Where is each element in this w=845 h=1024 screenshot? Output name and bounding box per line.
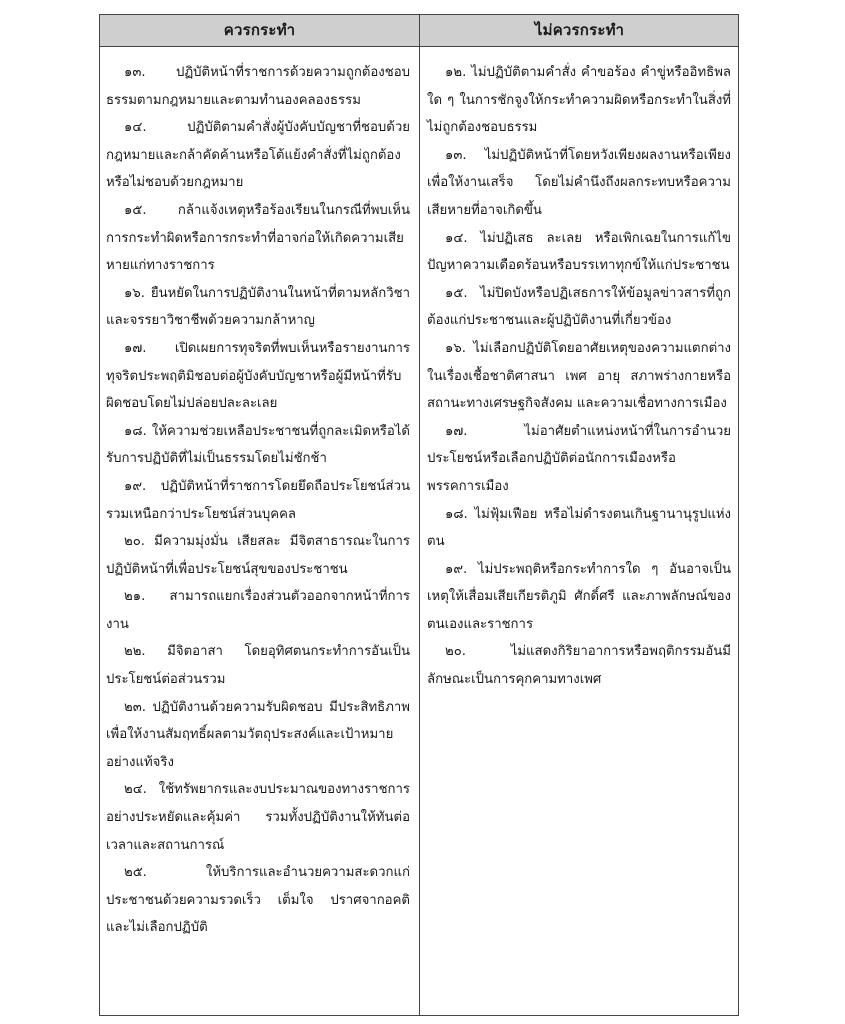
should-not-do-item: ๑๖. ไม่เลือกปฏิบัติโดยอาศัยเหตุของความแตกต่างในเรื่องเชื้อชาติศาสนา เพศ อายุ สภาพร่างกายหรือสถานะทางเศรษฐกิจสังคม และความเชื่อทางการเมือง bbox=[427, 340, 731, 412]
should-do-item: ๒๔. ใช้ทรัพยากรและงบประมาณของทางราชการอย่างประหยัดและคุ้มค่า รวมทั้งปฏิบัติงานให้ทันต่อเวลาและสถานการณ์ bbox=[106, 782, 410, 853]
should-not-do-column bbox=[427, 59, 731, 694]
header-should-do: ควรกระทำ bbox=[223, 21, 296, 39]
should-do-item: ๒๓. ปฏิบัติงานด้วยความรับผิดชอบ มีประสิทธิภาพเพื่อให้งานสัมฤทธิ์ผลตามวัตถุประสงค์และเป้าหมายอย่างแท้จริง bbox=[106, 699, 410, 770]
should-do-item: ๑๗. เปิดเผยการทุจริตที่พบเห็นหรือรายงานการทุจริตประพฤติมิชอบต่อผู้บังคับบัญชาหรือผู้มีหน้าที่รับผิดชอบโดยไม่ปล่อยปละละเลย bbox=[106, 340, 410, 412]
should-do-item: ๑๘. ให้ความช่วยเหลือประชาชนที่ถูกละเมิดหรือได้รับการปฏิบัติที่ไม่เป็นธรรมโดยไม่ชักช้า bbox=[106, 423, 410, 467]
should-not-do-item: ๑๘. ไม่ฟุ้มเฟือย หรือไม่ดำรงตนเกินฐานานุรูปแห่งตน bbox=[427, 506, 731, 550]
should-do-item: ๑๖. ยืนหยัดในการปฏิบัติงานในหน้าที่ตามหลักวิชาและจรรยาวิชาชีพด้วยความกล้าหาญ bbox=[106, 285, 410, 329]
should-do-column bbox=[106, 59, 410, 942]
should-do-item: ๑๓. ปฏิบัติหน้าที่ราชการด้วยความถูกต้องชอบธรรมตามกฎหมายและตามทำนองคลองธรรม bbox=[106, 65, 410, 108]
should-not-do-item: ๑๓. ไม่ปฏิบัติหน้าที่โดยหวังเพียงผลงานหรือเพียงเพื่อให้งานเสร็จ โดยไม่คำนึงถึงผลกระทบหรือความเสียหายที่อาจเกิดขึ้น bbox=[427, 147, 731, 218]
should-not-do-item: ๑๕. ไม่ปิดบังหรือปฏิเสธการให้ข้อมูลข่าวสารที่ถูกต้องแก่ประชาชนและผู้ปฏิบัติงานที่เกี่ยวข้อง bbox=[427, 285, 731, 329]
should-do-item: ๒๒. มีจิตอาสา โดยอุทิศตนกระทำการอันเป็นประโยชน์ต่อส่วนรวม bbox=[106, 644, 410, 688]
should-do-item: ๑๙. ปฏิบัติหน้าที่ราชการโดยยึดถือประโยชน์ส่วนรวมเหนือกว่าประโยชน์ส่วนบุคคล bbox=[106, 478, 410, 522]
header-should-not-do: ไม่ควรกระทำ bbox=[534, 21, 625, 39]
should-not-do-item: ๑๙. ไม่ประพฤติหรือกระทำการใด ๆ อันอาจเป็นเหตุให้เสื่อมเสียเกียรติภูมิ ศักดิ์ศรี และภาพลักษณ์ของตนเองและราชการ bbox=[427, 561, 731, 632]
should-do-item: ๒๑. สามารถแยกเรื่องส่วนตัวออกจากหน้าที่การงาน bbox=[106, 589, 410, 632]
should-not-do-item: ๑๗. ไม่อาศัยตำแหน่งหน้าที่ในการอำนวยประโยชน์หรือเลือกปฏิบัติต่อนักการเมืองหรือพรรคการเมือง bbox=[427, 423, 731, 494]
column-divider bbox=[419, 15, 420, 1015]
should-do-item: ๑๕. กล้าแจ้งเหตุหรือร้องเรียนในกรณีที่พบเห็นการกระทำผิดหรือการกระทำที่อาจก่อให้เกิดความเสียหายแก่ทางราชการ bbox=[106, 202, 410, 274]
conduct-table bbox=[99, 14, 739, 1016]
should-do-item: ๑๔. ปฏิบัติตามคำสั่งผู้บังคับบัญชาที่ชอบด้วยกฎหมายและกล้าคัดค้านหรือโต้แย้งคำสั่งที่ไม่ถูกต้องหรือไม่ชอบด้วยกฎหมาย bbox=[106, 120, 410, 191]
should-not-do-item: ๑๔. ไม่ปฏิเสธ ละเลย หรือเพิกเฉยในการแก้ไขปัญหาความเดือดร้อนหรือบรรเทาทุกข์ให้แก่ประชาชน bbox=[427, 230, 731, 274]
should-not-do-item: ๒๐. ไม่แสดงกิริยาอาการหรือพฤติกรรมอันมีลักษณะเป็นการคุกคามทางเพศ bbox=[427, 644, 731, 688]
should-do-item: ๒๐. มีความมุ่งมั่น เสียสละ มีจิตสาธารณะในการปฏิบัติหน้าที่เพื่อประโยชน์สุขของประชาชน bbox=[106, 534, 410, 577]
should-not-do-item: ๑๒. ไม่ปฏิบัติตามคำสั่ง คำขอร้อง คำขู่หรืออิทธิพลใด ๆ ในการชักจูงให้กระทำความผิดหรือกระทำในสิ่งที่ไม่ถูกต้องชอบธรรม bbox=[427, 65, 731, 136]
should-do-item: ๒๕. ให้บริการและอำนวยความสะดวกแก่ประชาชนด้วยความรวดเร็ว เต็มใจ ปราศจากอคติ และไม่เลือกปฏิบัติ bbox=[106, 865, 410, 936]
